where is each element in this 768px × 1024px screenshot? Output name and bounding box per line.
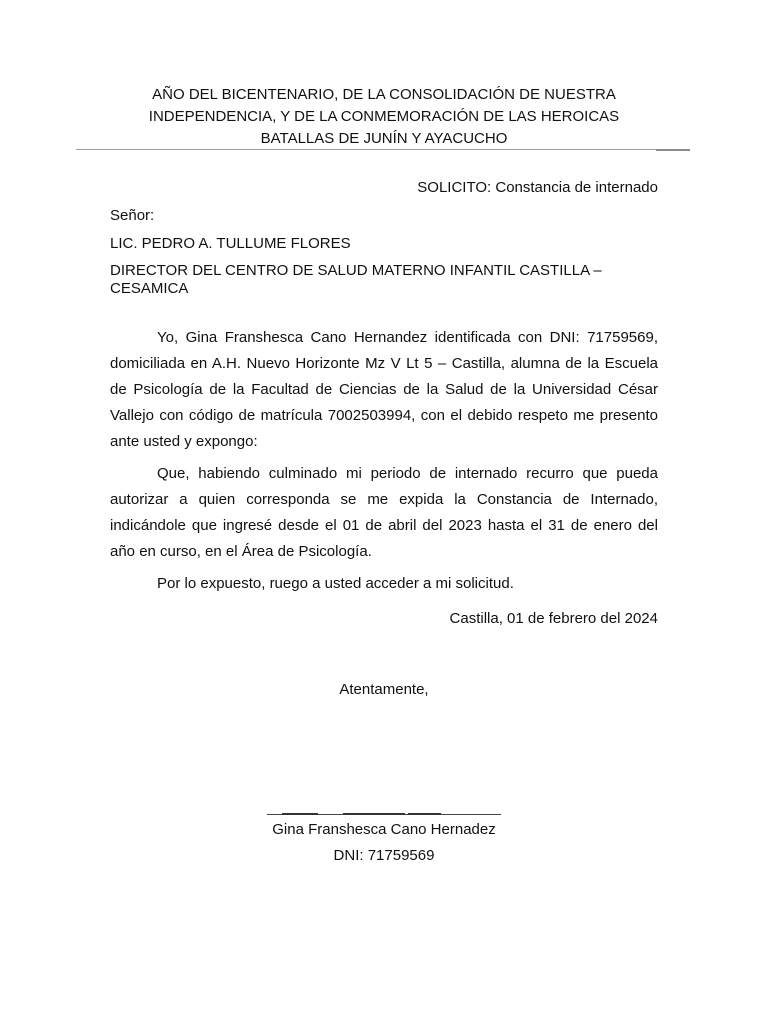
signature-stroke-1 xyxy=(282,813,318,815)
signature-stroke-3 xyxy=(408,813,441,815)
signature-id: DNI: 71759569 xyxy=(333,847,435,864)
header-line-1: AÑO DEL BICENTENARIO, DE LA CONSOLIDACIÓN DE NUESTRA xyxy=(152,86,616,103)
body-paragraph-3: Por lo expuesto, ruego a usted acceder a mi solicitud. xyxy=(157,575,514,592)
closing: Atentamente, xyxy=(339,681,429,698)
body-paragraph-1: Yo, Gina Franshesca Cano Hernandez identificada con DNI: 71759569, domiciliada en A.H. Nuevo Horizonte Mz V Lt 5 – Castilla, alumna de la Escuela de Psicología de la Facultad de Ciencias de la Salud de la Universidad César Vallejo con código de matrícula 7002503994, con el debido respeto me presento ante usted y expongo: xyxy=(110,329,658,450)
recipient-title: DIRECTOR DEL CENTRO DE SALUD MATERNO INFANTIL CASTILLA – CESAMICA xyxy=(110,262,602,297)
header-line-2: INDEPENDENCIA, Y DE LA CONMEMORACIÓN DE LAS HEROICAS xyxy=(148,108,620,125)
document-header xyxy=(110,84,658,150)
place-date: Castilla, 01 de febrero del 2024 xyxy=(449,610,658,627)
subject-line: SOLICITO: Constancia de internado xyxy=(417,179,658,196)
signature-stroke-2 xyxy=(343,813,405,815)
header-divider xyxy=(76,149,690,150)
header-line-3: BATALLAS DE JUNÍN Y AYACUCHO xyxy=(260,130,508,147)
recipient-name: LIC. PEDRO A. TULLUME FLORES xyxy=(110,235,351,252)
signature-name: Gina Franshesca Cano Hernadez xyxy=(272,821,496,838)
greeting: Señor: xyxy=(110,207,155,224)
body-paragraph-2: Que, habiendo culminado mi periodo de internado recurro que pueda autorizar a quien corresponda se me expida la Constancia de Internado, indicándole que ingresé desde el 01 de abril del 2023 hasta el 31 de enero del año en curso, en el Área de Psicología. xyxy=(110,465,658,560)
header-divider-accent xyxy=(656,149,690,151)
